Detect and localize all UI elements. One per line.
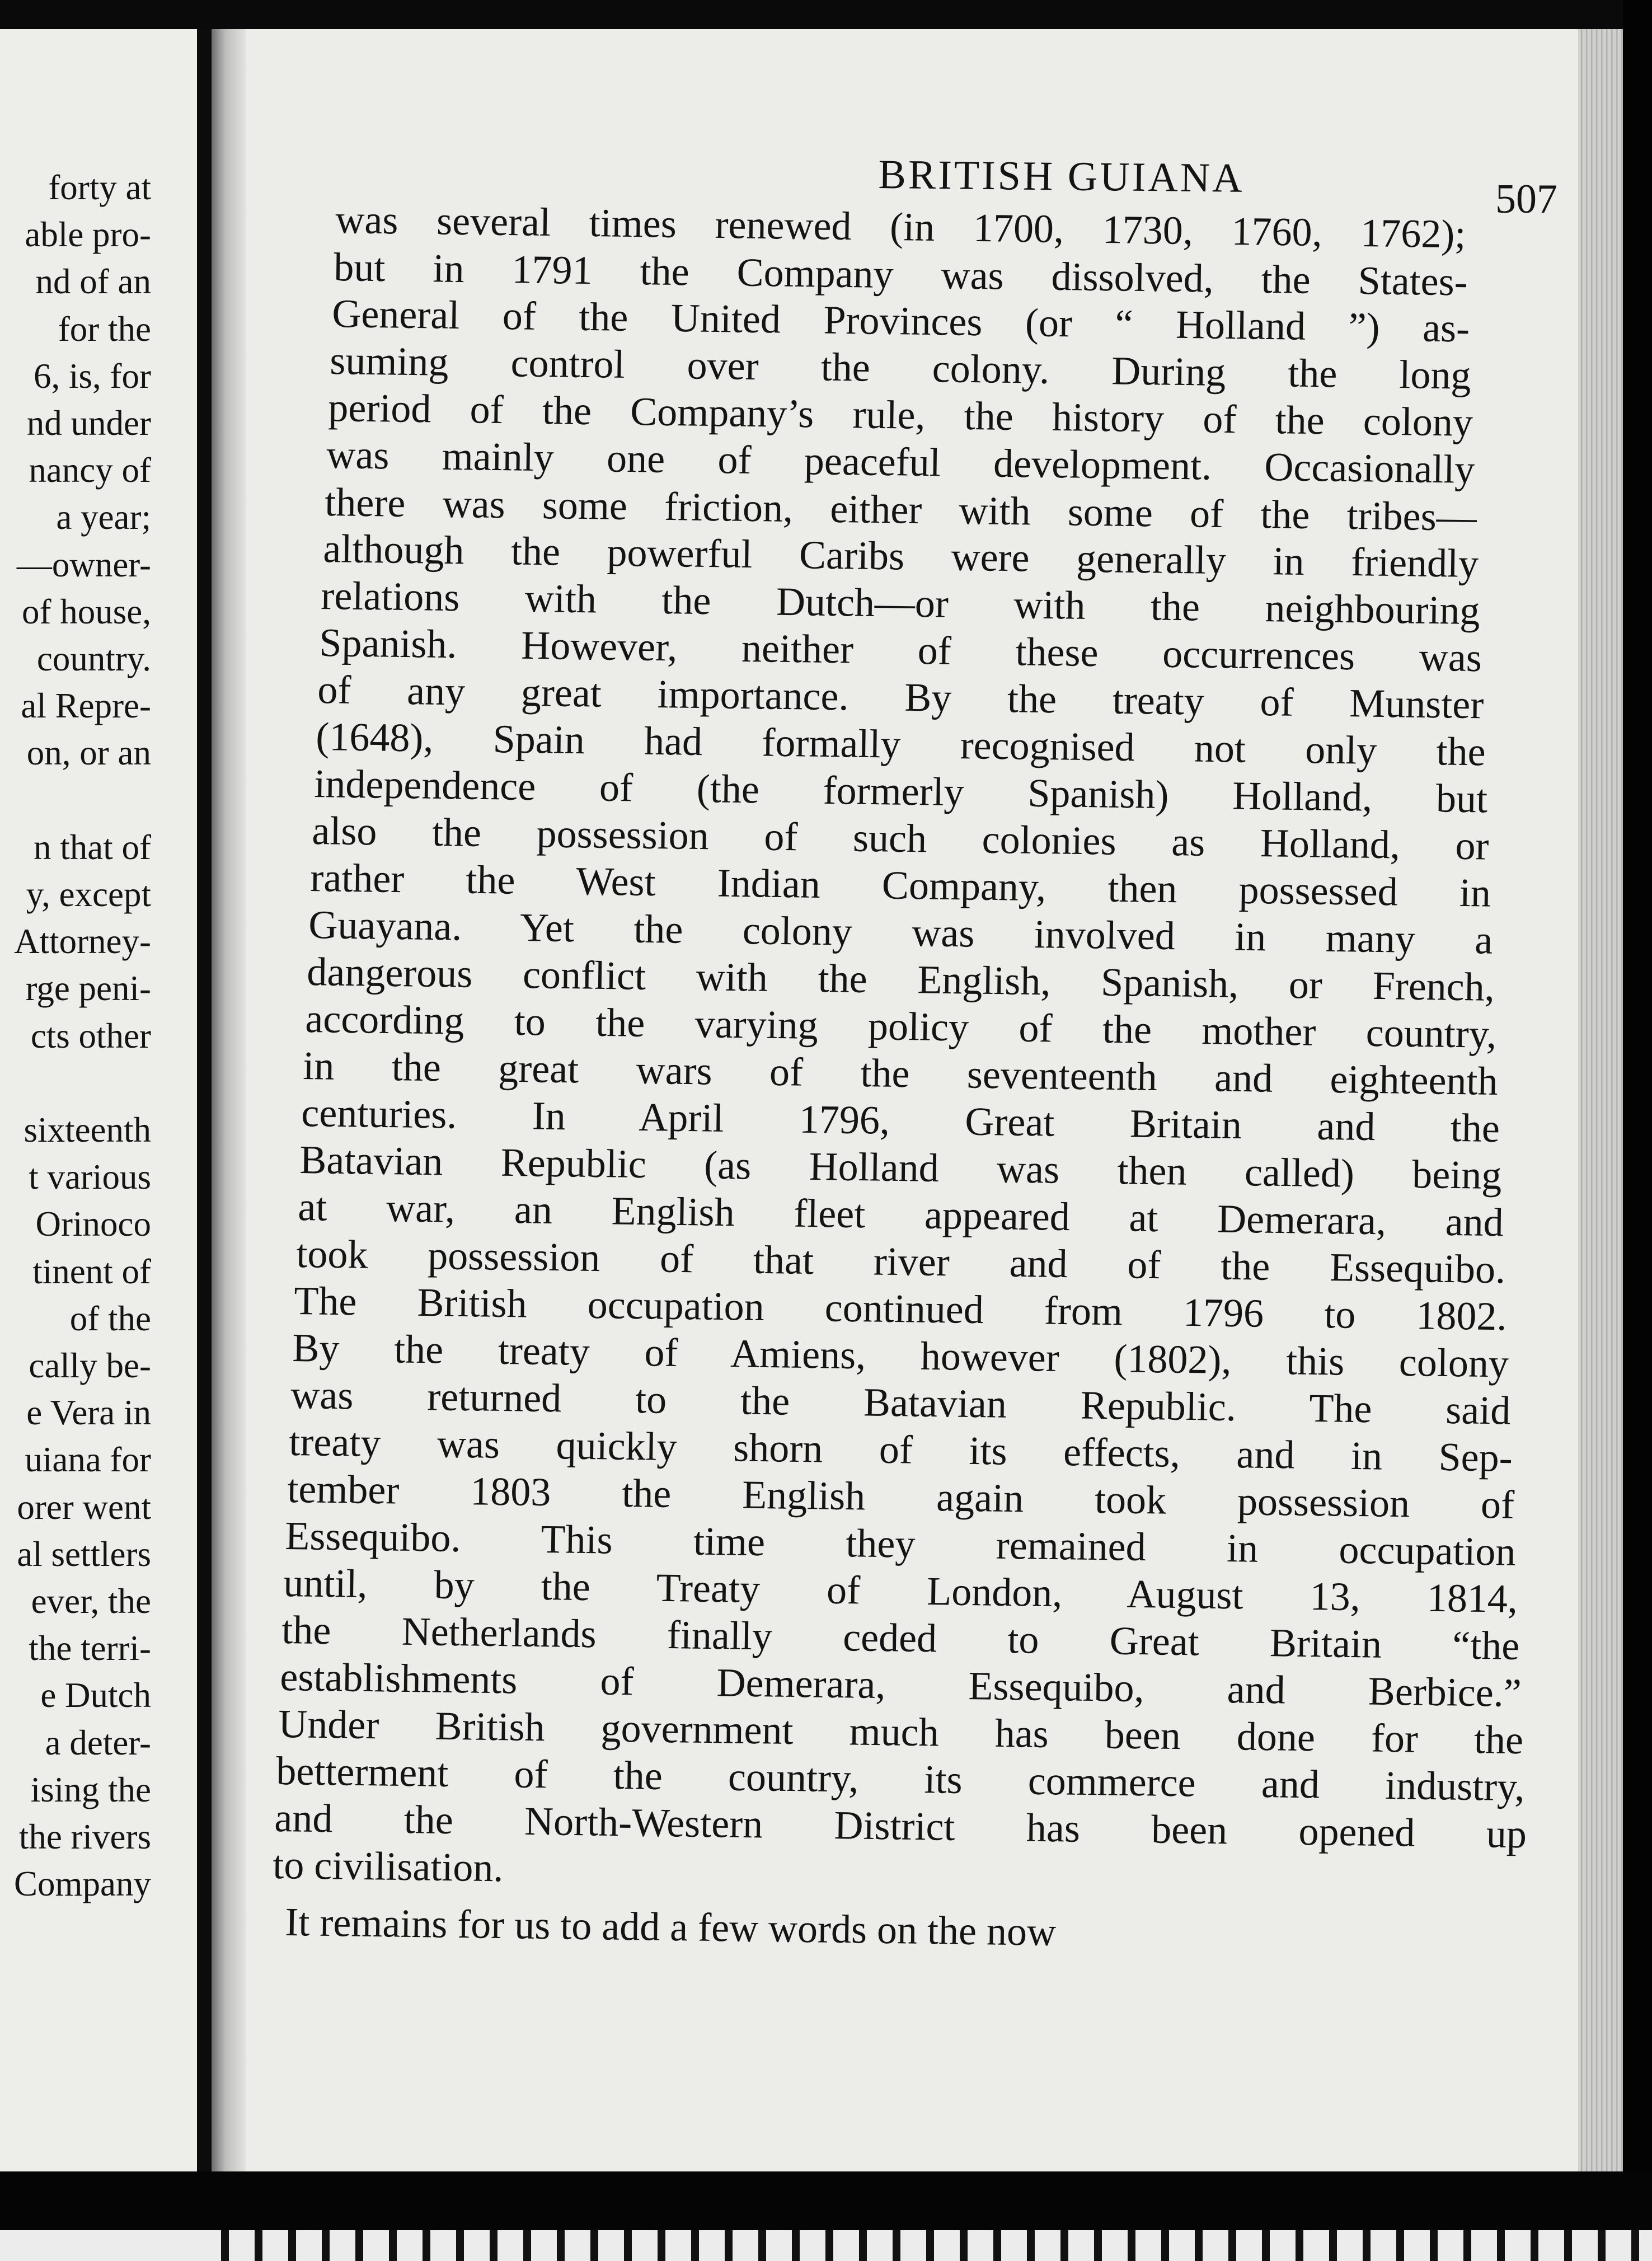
text-line: By the treaty of Amiens, however (1802), this colony — [292, 1325, 1509, 1386]
text-line: relations with the Dutch—or with the neighbouring — [321, 573, 1481, 634]
film-notch — [221, 2230, 229, 2261]
film-notch — [624, 2230, 632, 2261]
text-line: although the powerful Caribs were generally in friendly — [322, 526, 1479, 587]
film-notch — [456, 2230, 464, 2261]
facing-page-line: for the — [58, 309, 151, 349]
scan-frame-right — [1623, 0, 1652, 2171]
facing-page-line: country. — [36, 639, 151, 678]
film-notch — [322, 2230, 330, 2261]
facing-page-line: y, except — [26, 875, 151, 914]
facing-page-line: a year; — [56, 498, 151, 537]
film-notch — [1094, 2230, 1102, 2261]
film-notch — [1161, 2230, 1169, 2261]
film-notch — [859, 2230, 867, 2261]
film-notch — [590, 2230, 598, 2261]
film-notch — [355, 2230, 363, 2261]
film-notch — [389, 2230, 397, 2261]
film-notch — [658, 2230, 665, 2261]
facing-page-line: cally be- — [29, 1346, 151, 1385]
facing-page-line: Company — [14, 1864, 151, 1904]
film-notch — [725, 2230, 733, 2261]
film-notch — [960, 2230, 968, 2261]
film-notch — [255, 2230, 262, 2261]
facing-page-line: Orinoco — [35, 1204, 151, 1244]
film-notch — [792, 2230, 800, 2261]
text-line: period of the Company’s rule, the history of the colony — [328, 385, 1473, 445]
text-line: at war, an English fleet appeared at Demerara, and — [297, 1184, 1504, 1245]
text-line: dangerous conflict with the English, Spanish, or French, — [306, 949, 1495, 1010]
text-line: was returned to the Batavian Republic. The said — [290, 1372, 1511, 1433]
text-line: Guayana. Yet the colony was involved in many a — [308, 902, 1493, 963]
facing-page-line: e Dutch — [40, 1676, 151, 1715]
page-edges — [1578, 29, 1623, 2171]
facing-page-line: tinent of — [32, 1251, 151, 1291]
text-line: Spanish. However, neither of these occurrences was — [319, 620, 1482, 681]
film-notch — [926, 2230, 934, 2261]
film-notch — [1363, 2230, 1371, 2261]
facing-page-line: able pro- — [25, 215, 151, 255]
facing-page-line: orer went — [17, 1487, 151, 1527]
film-notch — [691, 2230, 699, 2261]
text-line: General of the United Provinces (or “ Holland ”) as- — [331, 291, 1470, 351]
text-line: until, by the Treaty of London, August 13, 1814, — [283, 1560, 1518, 1621]
film-notch — [1631, 2230, 1639, 2261]
film-notch — [1497, 2230, 1505, 2261]
text-line: of any great importance. By the treaty of Munster — [317, 667, 1484, 728]
film-notch — [1027, 2230, 1035, 2261]
text-line: and the North-Western District has been opened up — [274, 1795, 1527, 1857]
text-line: to civilisation. — [272, 1842, 504, 1891]
facing-page-line: a deter- — [45, 1723, 151, 1762]
text-line: treaty was quickly shorn of its effects, and in Sep- — [288, 1419, 1513, 1480]
film-notch — [490, 2230, 498, 2261]
text-line: in the great wars of the seventeenth and eighteenth — [303, 1043, 1499, 1104]
facing-page-line: ising the — [30, 1770, 151, 1809]
facing-page-line: cts other — [30, 1016, 151, 1056]
facing-page-line: the terri- — [29, 1629, 151, 1668]
film-notch — [1296, 2230, 1303, 2261]
film-notch — [1396, 2230, 1404, 2261]
text-line: It remains for us to add a few words on the now — [284, 1899, 1057, 1955]
facing-page-line: uiana for — [25, 1440, 151, 1480]
text-line: tember 1803 the English again took possession of — [287, 1466, 1515, 1527]
film-notch — [1262, 2230, 1270, 2261]
facing-page-line: al Repre- — [21, 686, 151, 726]
text-line: establishments of Demerara, Essequibo, and Berbice.” — [279, 1654, 1522, 1716]
film-notch — [825, 2230, 833, 2261]
text-line: the Netherlands finally ceded to Great Britain “the — [281, 1607, 1520, 1668]
facing-page-line: 6, is, for — [34, 356, 151, 396]
facing-page-line: forty at — [48, 168, 151, 207]
book-gutter-shadow — [197, 29, 212, 2171]
facing-page-line: ever, the — [31, 1582, 151, 1621]
film-notch — [993, 2230, 1001, 2261]
text-line: Under British government much has been done for the — [278, 1701, 1524, 1763]
facing-page-line: of the — [69, 1298, 151, 1338]
facing-page-left — [0, 29, 197, 2171]
facing-page-line: al settlers — [17, 1534, 151, 1574]
facing-page-line: t various — [29, 1157, 151, 1197]
facing-page-line: on, or an — [26, 733, 151, 773]
facing-page-line: nd of an — [35, 262, 151, 302]
film-notch — [1430, 2230, 1438, 2261]
facing-page-line: sixteenth — [24, 1110, 151, 1150]
text-line: The British occupation continued from 1796 to 1802. — [294, 1278, 1508, 1339]
text-line: there was some friction, either with some of the tribes— — [324, 480, 1477, 540]
text-line: also the possession of such colonies as Holland, or — [312, 808, 1490, 869]
book-gutter — [212, 29, 246, 2171]
text-line: suming control over the colony. During the long — [330, 338, 1472, 398]
page-number: 507 — [1495, 176, 1557, 222]
film-notch — [423, 2230, 430, 2261]
text-line: Essequibo. This time they remained in occupation — [285, 1513, 1517, 1574]
facing-page-line: nd under — [26, 404, 151, 443]
facing-page-line: Attorney- — [14, 922, 151, 961]
facing-page-line: of house, — [22, 592, 151, 631]
film-notch — [288, 2230, 296, 2261]
running-head: BRITISH GUIANA — [878, 151, 1245, 201]
text-line: was several times renewed (in 1700, 1730, 1760, 1762); — [335, 197, 1466, 257]
film-strip — [0, 2230, 1652, 2261]
text-line: took possession of that river and of the Essequibo. — [295, 1231, 1506, 1292]
text-line: but in 1791 the Company was dissolved, the States- — [333, 245, 1468, 304]
film-notch — [1531, 2230, 1538, 2261]
facing-page-line: e Vera in — [26, 1393, 151, 1433]
text-line: independence of (the formerly Spanish) Holland, but — [313, 761, 1488, 822]
text-line: (1648), Spain had formally recognised not only the — [315, 714, 1486, 775]
film-notch — [893, 2230, 900, 2261]
text-line: according to the varying policy of the mother country, — [304, 996, 1497, 1057]
film-notch — [1128, 2230, 1135, 2261]
film-notch — [1195, 2230, 1203, 2261]
film-notch — [523, 2230, 531, 2261]
film-notch — [1463, 2230, 1471, 2261]
scan-frame-top — [0, 0, 1652, 29]
facing-page-line: the rivers — [18, 1817, 151, 1856]
film-notch — [1060, 2230, 1068, 2261]
film-notch — [1564, 2230, 1572, 2261]
text-line: Batavian Republic (as Holland was then called) being — [299, 1137, 1502, 1198]
facing-page-line: rge peni- — [25, 969, 151, 1008]
facing-page-line: n that of — [34, 827, 151, 867]
text-line: betterment of the country, its commerce and industry, — [276, 1748, 1526, 1810]
film-notch — [758, 2230, 766, 2261]
text-line: was mainly one of peaceful development. Occasionally — [326, 432, 1475, 492]
facing-page-line: nancy of — [29, 451, 151, 490]
facing-page-line: —owner- — [16, 545, 151, 584]
text-line: centuries. In April 1796, Great Britain and the — [301, 1090, 1500, 1151]
text-line: rather the West Indian Company, then possessed in — [310, 855, 1491, 916]
film-notch — [1228, 2230, 1236, 2261]
film-notch — [557, 2230, 565, 2261]
film-notch — [1329, 2230, 1337, 2261]
film-notch — [1598, 2230, 1606, 2261]
book-page — [246, 29, 1578, 2171]
